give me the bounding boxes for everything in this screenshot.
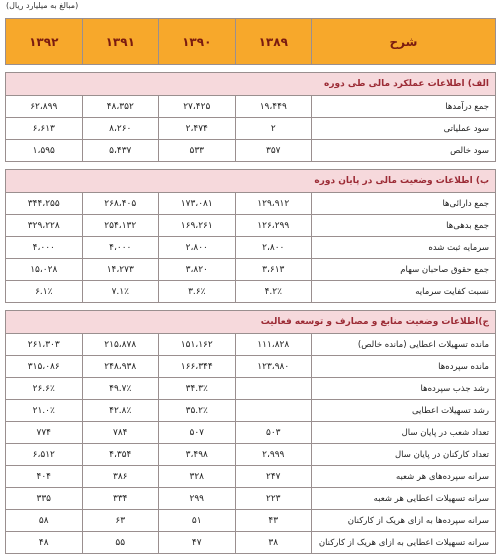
table-row bbox=[6, 532, 496, 554]
row-label: سرانه تسهیلات اعطایی هر شعبه bbox=[312, 488, 496, 510]
value-1390: ۱۶۶،۳۴۴ bbox=[159, 356, 236, 378]
value-1392: ۷۷۴ bbox=[6, 422, 83, 444]
value-1389 bbox=[235, 378, 312, 400]
value-1392: ۴۰۴ bbox=[6, 466, 83, 488]
table-row bbox=[6, 400, 496, 422]
value-1390: ۳۴.۳٪ bbox=[159, 378, 236, 400]
section-gap bbox=[6, 303, 496, 311]
header-1389: ۱۳۸۹ bbox=[235, 19, 312, 65]
gap-cell bbox=[6, 162, 496, 170]
row-label: رشد جذب سپرده‌ها bbox=[312, 378, 496, 400]
header-1391: ۱۳۹۱ bbox=[82, 19, 159, 65]
value-1390: ۴۷ bbox=[159, 532, 236, 554]
value-1391: ۴۹.۷٪ bbox=[82, 378, 159, 400]
value-1392: ۳۲۹،۲۲۸ bbox=[6, 215, 83, 237]
table-row bbox=[6, 466, 496, 488]
row-label: سرانه سپرده‌های هر شعبه bbox=[312, 466, 496, 488]
value-1390: ۱۵۱،۱۶۲ bbox=[159, 334, 236, 356]
gap-cell bbox=[6, 65, 496, 73]
value-1391: ۷۸۴ bbox=[82, 422, 159, 444]
value-1390: ۳،۸۲۰ bbox=[159, 259, 236, 281]
value-1391: ۴۸،۳۵۲ bbox=[82, 96, 159, 118]
section-title: الف) اطلاعات عملکرد مالی طی دوره bbox=[6, 73, 496, 96]
value-1390: ۲۹۹ bbox=[159, 488, 236, 510]
row-label: جمع بدهی‌ها bbox=[312, 215, 496, 237]
row-label: جمع دارائی‌ها bbox=[312, 193, 496, 215]
value-1390: ۳۵.۲٪ bbox=[159, 400, 236, 422]
section-header-row bbox=[6, 311, 496, 334]
table-row bbox=[6, 444, 496, 466]
row-label: جمع حقوق صاحبان سهام bbox=[312, 259, 496, 281]
table-row bbox=[6, 356, 496, 378]
value-1390: ۳۲۸ bbox=[159, 466, 236, 488]
value-1389: ۱۱۱،۸۲۸ bbox=[235, 334, 312, 356]
header-1390: ۱۳۹۰ bbox=[159, 19, 236, 65]
value-1392: ۶،۶۱۳ bbox=[6, 118, 83, 140]
value-1391: ۵،۴۳۷ bbox=[82, 140, 159, 162]
value-1389: ۳۵۷ bbox=[235, 140, 312, 162]
table-row bbox=[6, 334, 496, 356]
section-title: ب) اطلاعات وضعیت مالی در پایان دوره bbox=[6, 170, 496, 193]
value-1389: ۱۲۳،۹۸۰ bbox=[235, 356, 312, 378]
table-row bbox=[6, 422, 496, 444]
value-1389: ۵۰۳ bbox=[235, 422, 312, 444]
table-row bbox=[6, 118, 496, 140]
financial-summary-table bbox=[5, 18, 496, 554]
header-row bbox=[6, 19, 496, 65]
value-1392: ۴،۰۰۰ bbox=[6, 237, 83, 259]
value-1392: ۴۸ bbox=[6, 532, 83, 554]
value-1392: ۱۵،۰۲۸ bbox=[6, 259, 83, 281]
value-1389: ۲ bbox=[235, 118, 312, 140]
value-1389: ۳،۶۱۳ bbox=[235, 259, 312, 281]
value-1391: ۳۳۴ bbox=[82, 488, 159, 510]
table-row bbox=[6, 193, 496, 215]
row-label: سود عملیاتی bbox=[312, 118, 496, 140]
row-label: سرانه سپرده‌ها به ازای هریک از کارکنان bbox=[312, 510, 496, 532]
header-1392: ۱۳۹۲ bbox=[6, 19, 83, 65]
value-1390: ۵۳۳ bbox=[159, 140, 236, 162]
value-1389: ۴۳ bbox=[235, 510, 312, 532]
value-1392: ۳۳۵ bbox=[6, 488, 83, 510]
value-1390: ۱۶۹،۲۶۱ bbox=[159, 215, 236, 237]
row-label: تعداد شعب در پایان سال bbox=[312, 422, 496, 444]
value-1391: ۲۶۸،۴۰۵ bbox=[82, 193, 159, 215]
value-1390: ۵۱ bbox=[159, 510, 236, 532]
value-1390: ۱۷۳،۰۸۱ bbox=[159, 193, 236, 215]
table-row bbox=[6, 510, 496, 532]
value-1389: ۱۹،۴۴۹ bbox=[235, 96, 312, 118]
value-1392: ۲۶۱،۳۰۳ bbox=[6, 334, 83, 356]
row-label: جمع درآمدها bbox=[312, 96, 496, 118]
table-row bbox=[6, 215, 496, 237]
table-row bbox=[6, 378, 496, 400]
section-header-row bbox=[6, 170, 496, 193]
value-1390: ۲،۸۰۰ bbox=[159, 237, 236, 259]
value-1389: ۱۲۶،۲۹۹ bbox=[235, 215, 312, 237]
value-1391: ۴،۰۰۰ bbox=[82, 237, 159, 259]
section-gap bbox=[6, 162, 496, 170]
value-1392: ۳۱۵،۰۸۶ bbox=[6, 356, 83, 378]
value-1392: ۶.۱٪ bbox=[6, 281, 83, 303]
table-row bbox=[6, 259, 496, 281]
value-1391: ۲۵۴،۱۳۲ bbox=[82, 215, 159, 237]
value-1389: ۲،۸۰۰ bbox=[235, 237, 312, 259]
header-desc: شرح bbox=[312, 19, 496, 65]
section-header-row bbox=[6, 73, 496, 96]
value-1391: ۲۱۵،۸۷۸ bbox=[82, 334, 159, 356]
value-1390: ۲،۴۷۴ bbox=[159, 118, 236, 140]
value-1389: ۲۴۷ bbox=[235, 466, 312, 488]
value-1392: ۳۴۴،۲۵۵ bbox=[6, 193, 83, 215]
value-1391: ۷.۱٪ bbox=[82, 281, 159, 303]
value-1390: ۲۷،۴۲۵ bbox=[159, 96, 236, 118]
gap-cell bbox=[6, 303, 496, 311]
table-body bbox=[6, 65, 496, 554]
value-1390: ۵۰۷ bbox=[159, 422, 236, 444]
value-1391: ۴۲.۸٪ bbox=[82, 400, 159, 422]
section-gap bbox=[6, 65, 496, 73]
value-1391: ۴،۳۵۴ bbox=[82, 444, 159, 466]
value-1392: ۶،۵۱۲ bbox=[6, 444, 83, 466]
row-label: رشد تسهیلات اعطایی bbox=[312, 400, 496, 422]
value-1389: ۲،۹۹۹ bbox=[235, 444, 312, 466]
value-1390: ۳.۶٪ bbox=[159, 281, 236, 303]
row-label: مانده تسهیلات اعطایی (مانده خالص) bbox=[312, 334, 496, 356]
table-row bbox=[6, 281, 496, 303]
row-label: سود خالص bbox=[312, 140, 496, 162]
value-1389: ۴.۲٪ bbox=[235, 281, 312, 303]
value-1392: ۲۶.۶٪ bbox=[6, 378, 83, 400]
value-1389: ۲۲۳ bbox=[235, 488, 312, 510]
table-row bbox=[6, 96, 496, 118]
row-label: تعداد کارکنان در پایان سال bbox=[312, 444, 496, 466]
unit-note: (مبالغ به میلیارد ریال) bbox=[6, 1, 79, 10]
section-title: ج)اطلاعات وضعیت منابع و مصارف و توسعه فعالیت bbox=[6, 311, 496, 334]
row-label: سرانه تسهیلات اعطایی به ازای هریک از کارکنان bbox=[312, 532, 496, 554]
value-1392: ۶۲،۸۹۹ bbox=[6, 96, 83, 118]
table-row bbox=[6, 140, 496, 162]
value-1391: ۸،۲۶۰ bbox=[82, 118, 159, 140]
row-label: سرمایه ثبت شده bbox=[312, 237, 496, 259]
value-1389: ۳۸ bbox=[235, 532, 312, 554]
value-1389: ۱۲۹،۹۱۲ bbox=[235, 193, 312, 215]
value-1391: ۵۵ bbox=[82, 532, 159, 554]
table-row bbox=[6, 488, 496, 510]
value-1391: ۳۸۶ bbox=[82, 466, 159, 488]
row-label: مانده سپرده‌ها bbox=[312, 356, 496, 378]
value-1390: ۳،۴۹۸ bbox=[159, 444, 236, 466]
row-label: نسبت کفایت سرمایه bbox=[312, 281, 496, 303]
table-row bbox=[6, 237, 496, 259]
value-1391: ۶۳ bbox=[82, 510, 159, 532]
value-1392: ۱،۵۹۵ bbox=[6, 140, 83, 162]
value-1391: ۲۴۸،۹۳۸ bbox=[82, 356, 159, 378]
value-1392: ۲۱.۰٪ bbox=[6, 400, 83, 422]
value-1391: ۱۴،۲۷۳ bbox=[82, 259, 159, 281]
value-1392: ۵۸ bbox=[6, 510, 83, 532]
value-1389 bbox=[235, 400, 312, 422]
